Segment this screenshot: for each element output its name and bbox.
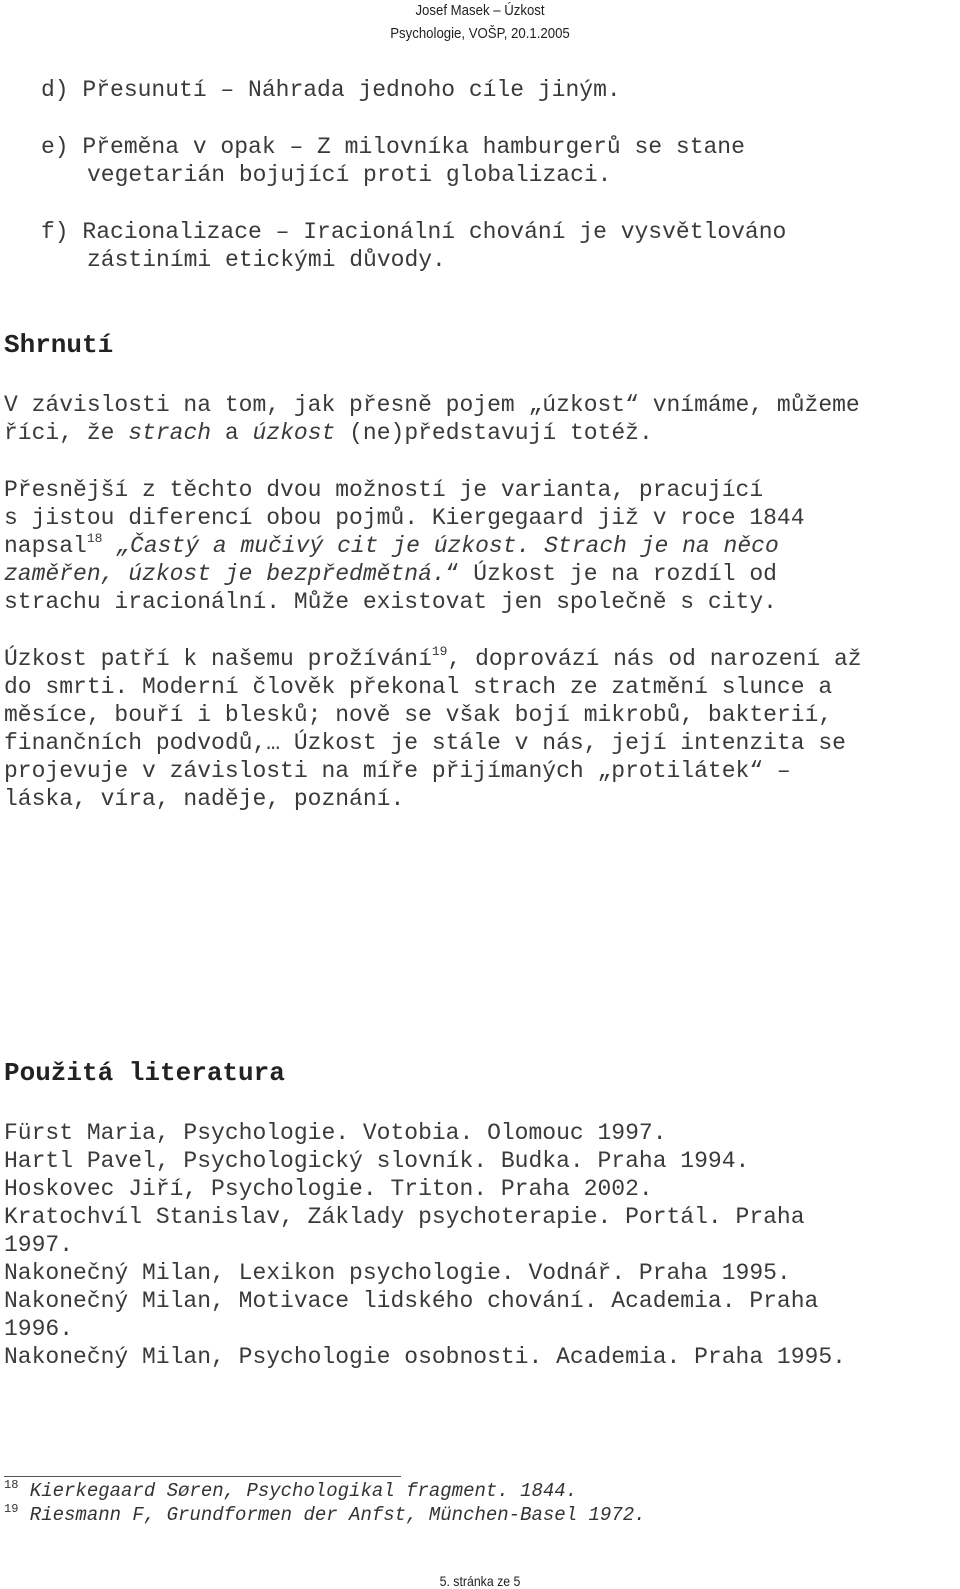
summary-p3-line1: Úzkost patří k našemu prožívání$^{19}$, doprovází nás od narození až: [4, 644, 862, 672]
summary-p2-line5: strachu iracionální. Může existovat jen společně s city.: [4, 589, 777, 615]
header-title: Josef Masek – Úzkost: [415, 2, 545, 19]
page-number: 5. stránka ze 5: [439, 1573, 521, 1589]
footnote-ref-19[interactable]: 19: [431, 644, 448, 659]
summary-p3-line6: láska, víra, naděje, poznání.: [4, 786, 405, 812]
list-item-f-line2: zástiními etickými důvody.: [87, 247, 446, 273]
header-subtitle: Psychologie, VOŠP, 20.1.2005: [390, 25, 570, 42]
summary-p2-line2: s jistou diferencí obou pojmů. Kiergegaard již v roce 1844: [4, 505, 805, 531]
list-item-e-line1: e) Přeměna v opak – Z milovníka hamburgerů se stane: [41, 134, 745, 160]
summary-p1-line2: říci, že strach a úzkost (ne)představují totéž.: [4, 420, 653, 446]
footnote-19: $^{19}$ Riesmann F, Grundformen der Anfst, München-Basel 1972.: [4, 1502, 646, 1526]
summary-p3-line5: projevuje v závislosti na míře přijímaných „protilátek“ –: [4, 758, 791, 784]
summary-p1-line1: V závislosti na tom, jak přesně pojem „úzkost“ vnímáme, můžeme: [4, 392, 860, 418]
literature-line: Fürst Maria, Psychologie. Votobia. Olomouc 1997.: [4, 1120, 667, 1146]
summary-p3-line4: finančních podvodů,… Úzkost je stále v nás, její intenzita se: [4, 730, 846, 756]
list-item-d: d) Přesunutí – Náhrada jednoho cíle jiným.: [41, 77, 621, 103]
list-item-e-line2: vegetarián bojující proti globalizaci.: [87, 162, 612, 188]
literature-line: Nakonečný Milan, Lexikon psychologie. Vodnář. Praha 1995.: [4, 1260, 791, 1286]
summary-p2-line3: napsal$^{18}$ „Častý a mučivý cit je úzkost. Strach je na něco: [4, 531, 779, 559]
literature-line: Hoskovec Jiří, Psychologie. Triton. Praha 2002.: [4, 1176, 653, 1202]
literature-line: Nakonečný Milan, Motivace lidského chování. Academia. Praha: [4, 1288, 819, 1314]
literature-heading: Použitá literatura: [4, 1058, 285, 1088]
summary-p2-line4: zaměřen, úzkost je bezpředmětná.“ Úzkost je na rozdíl od: [4, 561, 777, 587]
literature-line: Nakonečný Milan, Psychologie osobnosti. Academia. Praha 1995.: [4, 1344, 846, 1370]
literature-line: Kratochvíl Stanislav, Základy psychoterapie. Portál. Praha: [4, 1204, 805, 1230]
literature-line: 1996.: [4, 1316, 74, 1342]
summary-heading: Shrnutí: [4, 330, 114, 360]
footnote-ref-18[interactable]: 18: [86, 531, 103, 546]
summary-p2-line1: Přesnější z těchto dvou možností je varianta, pracující: [4, 477, 764, 503]
list-item-f-line1: f) Racionalizace – Iracionální chování je vysvětlováno: [41, 219, 787, 245]
summary-p3-line3: měsíce, bouří i blesků; nově se však bojí mikrobů, bakterií,: [4, 702, 833, 728]
summary-p3-line2: do smrti. Moderní člověk překonal strach ze zatmění slunce a: [4, 674, 833, 700]
footnote-separator: [4, 1476, 401, 1477]
literature-line: Hartl Pavel, Psychologický slovník. Budka. Praha 1994.: [4, 1148, 750, 1174]
footnote-18: $^{18}$ Kierkegaard Søren, Psychologikal fragment. 1844.: [4, 1478, 578, 1502]
literature-line: 1997.: [4, 1232, 74, 1258]
